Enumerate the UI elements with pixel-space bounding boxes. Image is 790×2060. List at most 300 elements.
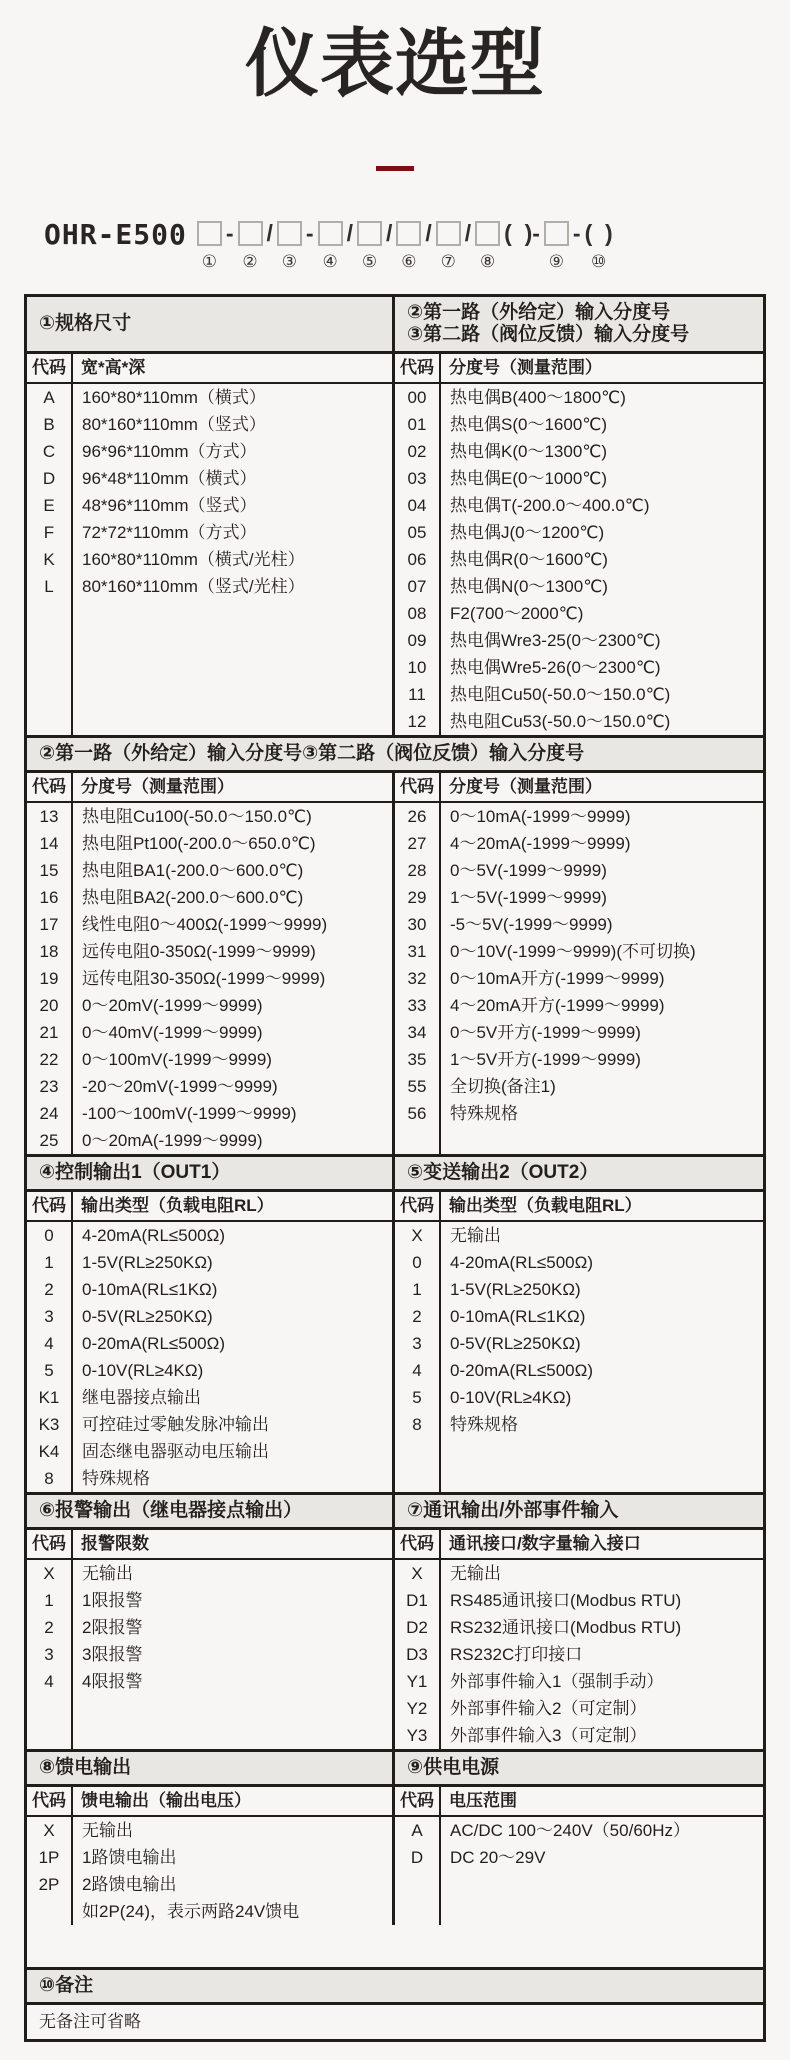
- model-code-box-segment: [238, 221, 263, 273]
- code-column-header: 代码: [395, 1192, 441, 1220]
- code-box: [475, 221, 500, 246]
- code-cell: [27, 708, 71, 735]
- column-header-row: [27, 1787, 763, 1817]
- code-cell: D: [42, 469, 56, 488]
- desc-cell: 1限报警: [82, 1591, 143, 1610]
- code-cell: 10: [407, 658, 427, 677]
- code-cell: 14: [39, 834, 59, 853]
- code-cell: [27, 600, 71, 627]
- section-spec-size-and-input-range-1: [27, 297, 763, 735]
- desc-cell: 特殊规格: [450, 1104, 518, 1123]
- desc-cell: 2路馈电输出: [82, 1875, 177, 1894]
- desc-cell: 4～20mA(-1999～9999): [450, 834, 631, 853]
- section-title: [27, 1157, 395, 1189]
- code-column: [27, 1222, 73, 1492]
- column-header-row: [27, 1192, 763, 1222]
- code-cell: 29: [407, 888, 427, 907]
- desc-cell: 外部事件输入3（可定制）: [450, 1726, 647, 1745]
- section-title-line: ⑥报警输出（继电器接点输出）: [39, 1500, 303, 1521]
- desc-cell: [73, 681, 392, 708]
- full-width-row: 无备注可省略: [39, 2012, 141, 2031]
- desc-cell: 外部事件输入1（强制手动）: [450, 1672, 664, 1691]
- code-cell: 5: [44, 1361, 54, 1380]
- body-left: [27, 803, 395, 1154]
- desc-cell: 80*160*110mm（竖式/光柱）: [82, 577, 305, 596]
- section-alarm-output-and-communication: [27, 1492, 763, 1749]
- desc-cell: 热电偶T(-200.0～400.0℃): [450, 496, 650, 515]
- code-cell: [27, 1695, 71, 1722]
- code-cell: 33: [407, 996, 427, 1015]
- desc-cell: 远传电阻0-350Ω(-1999～9999): [82, 942, 316, 961]
- code-cell: D: [410, 1848, 424, 1867]
- body-right: [395, 1222, 763, 1492]
- position-number: ③: [281, 252, 298, 271]
- code-box: [357, 221, 382, 246]
- code-cell: 1: [44, 1591, 54, 1610]
- position-number: ②: [242, 252, 258, 271]
- desc-cell: 4～20mA开方(-1999～9999): [450, 996, 665, 1015]
- desc-cell: 80*160*110mm（竖式）: [82, 415, 266, 434]
- position-spacer: [307, 251, 312, 273]
- code-cell: 4: [412, 1361, 422, 1380]
- code-cell: 07: [407, 577, 427, 596]
- code-cell: 32: [407, 969, 427, 988]
- model-prefix: OHR-E500: [44, 218, 187, 251]
- code-cell: 26: [407, 807, 427, 826]
- code-cell: [395, 1438, 439, 1465]
- desc-cell: 0～40mV(-1999～9999): [82, 1023, 263, 1042]
- desc-cell: 3限报警: [82, 1645, 143, 1664]
- desc-cell: 热电偶R(0～1600℃): [450, 550, 608, 569]
- code-cell: [27, 681, 71, 708]
- desc-column: [73, 803, 392, 1154]
- code-cell: 13: [39, 807, 59, 826]
- code-cell: 09: [407, 631, 427, 650]
- desc-cell: [73, 654, 392, 681]
- desc-column-header: 通讯接口/数字量输入接口: [449, 1534, 641, 1553]
- desc-column-header: 分度号（测量范围）: [449, 777, 602, 796]
- code-cell: 06: [407, 550, 427, 569]
- desc-column: [73, 384, 392, 735]
- separator-text: -: [225, 220, 234, 246]
- section-title-line: ⑨供电电源: [407, 1757, 500, 1778]
- code-column-header: 代码: [395, 354, 441, 382]
- desc-cell: 特殊规格: [82, 1469, 150, 1488]
- position-spacer: [347, 251, 352, 273]
- desc-cell: 4-20mA(RL≤500Ω): [450, 1253, 593, 1272]
- code-cell: [395, 1871, 439, 1898]
- code-cell: X: [43, 1821, 55, 1840]
- code-cell: X: [411, 1226, 423, 1245]
- desc-cell: 0～20mA(-1999～9999): [82, 1131, 263, 1150]
- desc-column: [73, 1560, 392, 1749]
- code-column-header: 代码: [27, 1787, 73, 1815]
- code-cell: 2: [412, 1307, 422, 1326]
- code-column: [27, 384, 73, 735]
- code-cell: 55: [407, 1077, 427, 1096]
- desc-cell: 0-10V(RL≥4KΩ): [82, 1361, 204, 1380]
- desc-cell: RS232通讯接口(Modbus RTU): [450, 1618, 682, 1637]
- code-cell: A: [43, 388, 55, 407]
- model-code-separator-segment: [425, 221, 431, 273]
- section-title-line: ⑤变送输出2（OUT2）: [407, 1162, 599, 1183]
- desc-cell: 热电阻Cu53(-50.0～150.0℃): [450, 712, 671, 731]
- column-header-row: [27, 1530, 763, 1560]
- desc-cell: RS232C打印接口: [450, 1645, 583, 1664]
- separator-text: /: [425, 220, 432, 246]
- code-cell: Y2: [406, 1699, 428, 1718]
- model-code-box-segment: [396, 221, 421, 273]
- body-left: [27, 1817, 395, 1925]
- desc-column-header: 报警限数: [81, 1534, 149, 1553]
- desc-cell: 160*80*110mm（横式/光柱）: [82, 550, 305, 569]
- section-header: [27, 297, 763, 354]
- section-body: [27, 1560, 763, 1749]
- column-header-left: [27, 1787, 395, 1815]
- section-title: [395, 1157, 763, 1189]
- separator-text: /: [346, 220, 353, 246]
- code-cell: D2: [406, 1618, 428, 1637]
- section-input-range-continued: [27, 735, 763, 1154]
- model-code-box-segment: [357, 221, 382, 273]
- code-cell: 2: [44, 1280, 54, 1299]
- section-body: [27, 2005, 763, 2039]
- code-column: [395, 803, 441, 1154]
- code-cell: K1: [38, 1388, 60, 1407]
- code-cell: [27, 1898, 71, 1925]
- desc-cell: [73, 627, 392, 654]
- desc-column: [441, 384, 763, 735]
- section-title: [27, 1752, 395, 1784]
- position-number: ⑤: [361, 252, 378, 271]
- desc-column-header: 输出类型（负载电阻RL）: [449, 1196, 642, 1215]
- desc-column-header: 宽*高*深: [81, 358, 146, 377]
- code-column-header: 代码: [395, 773, 441, 801]
- body-right: [395, 803, 763, 1154]
- desc-cell: 无输出: [450, 1226, 501, 1245]
- position-spacer: [227, 251, 232, 273]
- desc-cell: 无输出: [450, 1564, 501, 1583]
- column-header-right: [395, 354, 763, 382]
- desc-cell: -100～100mV(-1999～9999): [82, 1104, 297, 1123]
- code-column: [395, 384, 441, 735]
- column-header-right: [395, 773, 763, 801]
- desc-cell: 1-5V(RL≥250KΩ): [82, 1253, 213, 1272]
- code-cell: X: [411, 1564, 423, 1583]
- code-cell: 5: [412, 1388, 422, 1407]
- desc-cell: 0-20mA(RL≤500Ω): [450, 1361, 593, 1380]
- separator-text: ( ): [584, 220, 613, 246]
- desc-cell: 如2P(24)，表示两路24V馈电: [82, 1902, 300, 1921]
- code-cell: C: [42, 442, 56, 461]
- position-number: ①: [201, 252, 217, 271]
- column-header-left: [27, 1192, 395, 1220]
- code-cell: 1: [44, 1253, 54, 1272]
- body-left: [27, 1222, 395, 1492]
- separator-text: -: [305, 220, 314, 246]
- desc-cell: 热电偶J(0～1200℃): [450, 523, 605, 542]
- column-header-left: [27, 354, 395, 382]
- desc-cell: 0～5V开方(-1999～9999): [450, 1023, 641, 1042]
- code-box: [238, 221, 263, 246]
- section-title: [27, 1970, 763, 2002]
- section-header: [27, 1495, 763, 1530]
- section-title: [27, 1495, 395, 1527]
- desc-cell: [73, 708, 392, 735]
- desc-cell: DC 20～29V: [450, 1848, 546, 1867]
- column-header-row: [27, 773, 763, 803]
- section-header: [27, 1752, 763, 1787]
- position-spacer: [574, 251, 579, 273]
- desc-cell: 无输出: [82, 1821, 133, 1840]
- desc-cell: 固态继电器驱动电压输出: [82, 1442, 269, 1461]
- section-title-line: ②第一路（外给定）输入分度号: [407, 302, 671, 323]
- model-code-box-segment: [197, 221, 222, 273]
- model-code-separator-segment: [573, 221, 581, 273]
- column-header-left: [27, 773, 395, 801]
- code-cell: 2: [44, 1618, 54, 1637]
- desc-column: [441, 1817, 763, 1925]
- desc-cell: [441, 1127, 763, 1154]
- desc-column-header: 电压范围: [449, 1791, 517, 1810]
- separator-text: /: [266, 220, 273, 246]
- code-cell: K: [43, 550, 55, 569]
- section-body: [27, 384, 763, 735]
- model-code-box-segment: [436, 221, 461, 273]
- desc-cell: 热电阻BA1(-200.0～600.0℃): [82, 861, 304, 880]
- title-divider: [376, 166, 414, 171]
- code-cell: Y3: [406, 1726, 428, 1745]
- code-cell: 56: [407, 1104, 427, 1123]
- position-spacer: [520, 251, 525, 273]
- code-cell: K3: [38, 1415, 60, 1434]
- section-title: [27, 738, 763, 770]
- desc-cell: -20～20mV(-1999～9999): [82, 1077, 278, 1096]
- code-cell: 34: [407, 1023, 427, 1042]
- code-cell: 04: [407, 496, 427, 515]
- code-column-header: 代码: [395, 1787, 441, 1815]
- desc-cell: 0-10mA(RL≤1KΩ): [82, 1280, 218, 1299]
- section-body: [27, 803, 763, 1154]
- desc-cell: 热电偶K(0～1300℃): [450, 442, 608, 461]
- desc-cell: 2限报警: [82, 1618, 143, 1637]
- desc-cell: 热电阻Cu50(-50.0～150.0℃): [450, 685, 671, 704]
- desc-cell: [73, 1695, 392, 1722]
- desc-cell: 48*96*110mm（竖式）: [82, 496, 257, 515]
- position-spacer: [267, 251, 272, 273]
- code-cell: 1: [412, 1280, 422, 1299]
- code-column: [395, 1560, 441, 1749]
- model-code-separator-segment: [585, 221, 613, 273]
- code-cell: 17: [39, 915, 59, 934]
- model-code-box-segment: [318, 221, 343, 273]
- position-number: ⑥: [401, 252, 417, 271]
- desc-cell: [73, 1722, 392, 1749]
- desc-cell: 可控硅过零触发脉冲输出: [82, 1415, 269, 1434]
- selection-table: [24, 294, 766, 2042]
- model-code-line: [44, 218, 790, 273]
- code-cell: 23: [39, 1077, 59, 1096]
- page-title: 仪表选型: [245, 22, 545, 105]
- desc-column-header: 分度号（测量范围）: [81, 777, 234, 796]
- desc-cell: 1路馈电输出: [82, 1848, 177, 1867]
- desc-cell: 线性电阻0～400Ω(-1999～9999): [82, 915, 328, 934]
- body-right: [395, 1817, 763, 1925]
- code-cell: 22: [39, 1050, 59, 1069]
- desc-cell: 1-5V(RL≥250KΩ): [450, 1280, 581, 1299]
- desc-cell: [441, 1871, 763, 1898]
- code-cell: 03: [407, 469, 427, 488]
- code-cell: 28: [407, 861, 427, 880]
- desc-cell: 0～5V(-1999～9999): [450, 861, 607, 880]
- section-title-line: ⑧馈电输出: [39, 1757, 132, 1778]
- model-code-separator-segment: [267, 221, 273, 273]
- desc-cell: 0-10mA(RL≤1KΩ): [450, 1307, 586, 1326]
- code-cell: 02: [407, 442, 427, 461]
- code-cell: 30: [407, 915, 427, 934]
- desc-cell: 热电阻Pt100(-200.0～650.0℃): [82, 834, 316, 853]
- desc-cell: 热电阻BA2(-200.0～600.0℃): [82, 888, 304, 907]
- separator-text: /: [385, 220, 393, 246]
- code-cell: 0: [412, 1253, 422, 1272]
- section-body: [27, 1222, 763, 1492]
- desc-cell: 0～10mA开方(-1999～9999): [450, 969, 665, 988]
- code-box: [318, 221, 343, 246]
- model-code-separator-segment: [306, 221, 314, 273]
- code-cell: [27, 1722, 71, 1749]
- code-column-header: 代码: [27, 1192, 73, 1220]
- code-column-header: 代码: [395, 1530, 441, 1558]
- code-cell: 4: [44, 1334, 54, 1353]
- desc-column-header: 馈电输出（输出电压）: [81, 1791, 251, 1810]
- desc-cell: 外部事件输入2（可定制）: [450, 1699, 647, 1718]
- code-cell: 35: [407, 1050, 427, 1069]
- desc-column: [73, 1817, 392, 1925]
- position-number: ⑩: [591, 252, 607, 271]
- code-cell: 01: [407, 415, 427, 434]
- desc-cell: 热电偶B(400～1800℃): [450, 388, 626, 407]
- code-cell: 3: [412, 1334, 422, 1353]
- position-number: ⑧: [480, 252, 496, 271]
- model-code-separator-segment: [504, 221, 540, 273]
- code-cell: 19: [39, 969, 59, 988]
- code-cell: B: [43, 415, 55, 434]
- desc-column-header: 分度号（测量范围）: [449, 358, 602, 377]
- body-right: [395, 384, 763, 735]
- desc-cell: F2(700～2000℃): [450, 604, 584, 623]
- section-title-line: ⑦通讯输出/外部事件输入: [407, 1500, 619, 1521]
- model-code-separator-segment: [386, 221, 392, 273]
- code-cell: [27, 627, 71, 654]
- section-header: [27, 1970, 763, 2005]
- position-number: ⑨: [548, 252, 565, 271]
- desc-cell: 0-10V(RL≥4KΩ): [450, 1388, 572, 1407]
- desc-cell: 热电阻Cu100(-50.0～150.0℃): [82, 807, 312, 826]
- code-column-header: 代码: [27, 354, 73, 382]
- code-column: [395, 1817, 441, 1925]
- desc-cell: 0～20mV(-1999～9999): [82, 996, 263, 1015]
- code-cell: 4: [44, 1672, 54, 1691]
- code-box: [436, 221, 461, 246]
- desc-cell: 96*48*110mm（横式）: [82, 469, 257, 488]
- desc-cell: AC/DC 100～240V（50/60Hz）: [450, 1821, 691, 1840]
- desc-cell: 160*80*110mm（横式）: [82, 388, 266, 407]
- section-title: [395, 297, 763, 351]
- code-cell: 3: [44, 1645, 54, 1664]
- code-box: [197, 221, 222, 246]
- section-body: [27, 1817, 763, 1967]
- code-cell: 8: [44, 1469, 54, 1488]
- section-remarks: [27, 1967, 763, 2039]
- desc-cell: 无输出: [82, 1564, 133, 1583]
- column-header-row: [27, 354, 763, 384]
- separator-text: /: [464, 220, 472, 246]
- code-column: [27, 1817, 73, 1925]
- desc-column: [441, 1222, 763, 1492]
- code-column-header: 代码: [27, 1530, 73, 1558]
- desc-cell: 0-20mA(RL≤500Ω): [82, 1334, 225, 1353]
- code-cell: 21: [39, 1023, 59, 1042]
- desc-cell: 72*72*110mm（方式）: [82, 523, 257, 542]
- desc-column: [73, 1222, 392, 1492]
- model-code-box-segment: [544, 221, 569, 273]
- code-cell: [27, 654, 71, 681]
- code-cell: F: [43, 523, 55, 542]
- code-cell: 05: [407, 523, 427, 542]
- code-cell: 1P: [38, 1848, 60, 1867]
- code-column-header: 代码: [27, 773, 73, 801]
- position-spacer: [466, 251, 471, 273]
- column-header-right: [395, 1787, 763, 1815]
- section-title-line: ④控制输出1（OUT1）: [39, 1162, 231, 1183]
- desc-cell: 热电偶N(0～1300℃): [450, 577, 608, 596]
- code-cell: 12: [407, 712, 427, 731]
- section-title-line: ③第二路（阀位反馈）输入分度号: [407, 324, 690, 345]
- model-code-separator-segment: [465, 221, 471, 273]
- code-cell: 11: [408, 685, 426, 704]
- code-box: [277, 221, 302, 246]
- code-cell: 08: [407, 604, 427, 623]
- code-cell: L: [44, 577, 54, 596]
- desc-cell: 热电偶Wre3-25(0～2300℃): [450, 631, 661, 650]
- position-spacer: [426, 251, 431, 273]
- body-left: [27, 1560, 395, 1749]
- section-title: [395, 1495, 763, 1527]
- desc-cell: -5～5V(-1999～9999): [450, 915, 613, 934]
- code-cell: D3: [406, 1645, 428, 1664]
- code-cell: 31: [407, 942, 427, 961]
- code-cell: A: [411, 1821, 423, 1840]
- desc-cell: [73, 600, 392, 627]
- column-header-right: [395, 1530, 763, 1558]
- separator-text: -: [572, 220, 581, 246]
- desc-cell: 0-5V(RL≥250KΩ): [82, 1307, 213, 1326]
- code-cell: 0: [44, 1226, 54, 1245]
- code-cell: 24: [39, 1104, 59, 1123]
- code-column: [27, 803, 73, 1154]
- position-number: ④: [322, 252, 338, 271]
- code-cell: 27: [407, 834, 427, 853]
- model-code-box-segment: [475, 221, 500, 273]
- desc-cell: 热电偶Wre5-26(0～2300℃): [450, 658, 661, 677]
- section-title: [395, 1752, 763, 1784]
- desc-cell: 4限报警: [82, 1672, 143, 1691]
- desc-cell: [441, 1438, 763, 1465]
- code-cell: 3: [44, 1307, 54, 1326]
- body-left: [27, 384, 395, 735]
- desc-cell: 特殊规格: [450, 1415, 518, 1434]
- column-header-left: [27, 1530, 395, 1558]
